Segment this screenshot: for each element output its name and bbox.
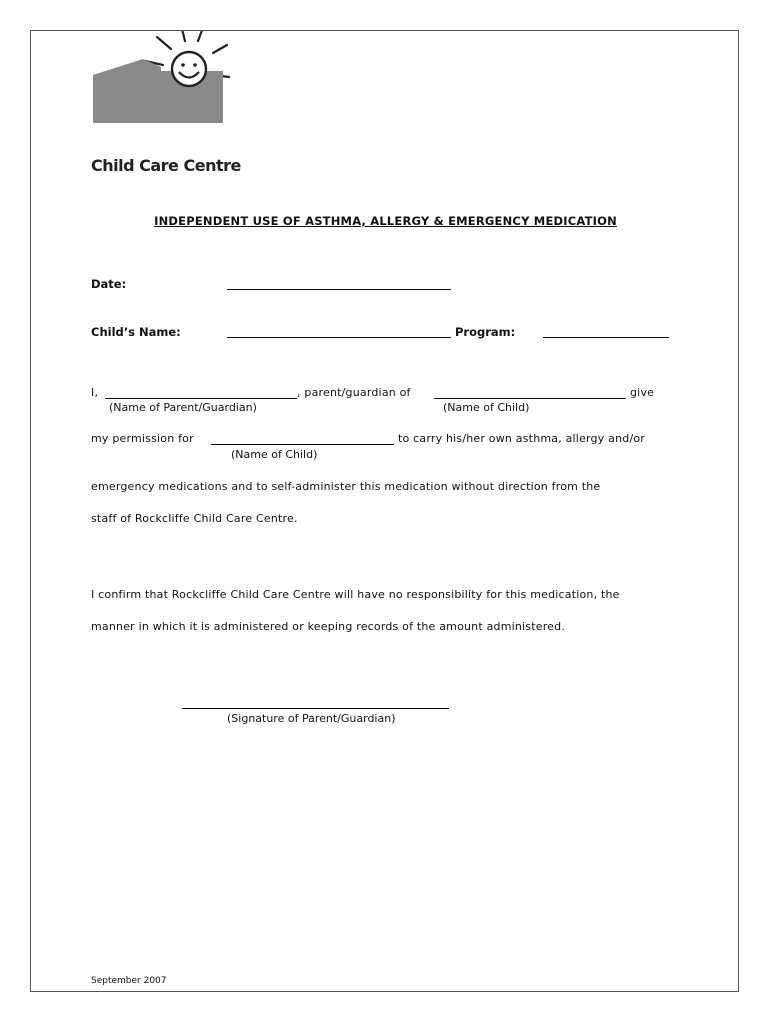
child-name-line[interactable] [227, 337, 451, 338]
body-line-6: manner in which it is administered or keeping records of the amount administered. [91, 620, 566, 633]
footer-date: September 2007 [91, 976, 167, 986]
parent-name-caption: (Name of Parent/Guardian) [109, 401, 257, 414]
body-line-5: I confirm that Rockcliffe Child Care Centre will have no responsibility for this medication, the [91, 588, 620, 601]
permission-text-mid: , parent/guardian of [297, 386, 411, 399]
permission-text-end: give [630, 386, 655, 399]
logo-name: ROCKCLIFFE [95, 130, 243, 154]
date-label: Date: [91, 277, 127, 291]
child-name-label: Child’s Name: [91, 325, 181, 339]
child-name-caption-2: (Name of Child) [231, 448, 318, 461]
child-name-caption-1: (Name of Child) [443, 401, 530, 414]
parent-name-line[interactable] [105, 398, 297, 399]
child-name-line-1[interactable] [434, 398, 626, 399]
permission-for-text: my permission for [91, 432, 194, 445]
logo-subtitle: Child Care Centre [91, 156, 241, 175]
date-line[interactable] [227, 289, 451, 290]
program-line[interactable] [543, 337, 669, 338]
document-page [30, 30, 739, 992]
document-title: INDEPENDENT USE OF ASTHMA, ALLERGY & EMERGENCY MEDICATION [154, 214, 617, 228]
body-line-3: emergency medications and to self-administer this medication without direction from the [91, 480, 601, 493]
child-name-line-2[interactable] [211, 444, 394, 445]
permission-text-start: I, [91, 386, 99, 399]
signature-caption: (Signature of Parent/Guardian) [227, 712, 396, 725]
program-label: Program: [455, 325, 516, 339]
carry-medication-text: to carry his/her own asthma, allergy and/or [398, 432, 646, 445]
signature-line[interactable] [182, 708, 449, 709]
body-line-4: staff of Rockcliffe Child Care Centre. [91, 512, 298, 525]
